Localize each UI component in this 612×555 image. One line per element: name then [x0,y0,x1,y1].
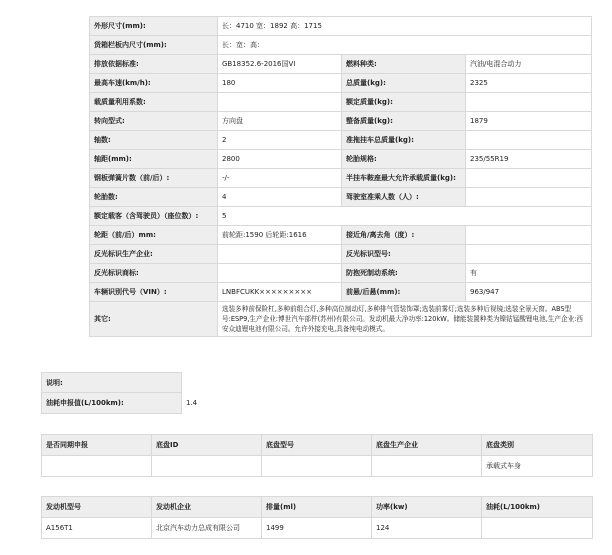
engine-cell [482,518,593,539]
engine-cell: 1499 [262,518,372,539]
chassis-value-row [42,456,593,477]
spec-label: 轮距（前/后）mm: [90,226,218,245]
spec-row [90,245,592,264]
spec-value: 长：宽：高： [218,36,592,55]
engine-header: 发动机型号 [42,497,152,518]
spec-label: 总质量(kg): [342,74,466,93]
note-table [41,372,182,394]
spec-value [466,226,592,245]
spec-value [466,188,592,207]
note-label: 说明: [42,373,182,394]
chassis-cell [152,456,262,477]
spec-label: 车辆识别代号（VIN）: [90,283,218,302]
spec-label: 转向型式: [90,112,218,131]
spec-label: 轴距(mm): [90,150,218,169]
spec-row [90,131,592,150]
engine-header: 功率(kw) [372,497,482,518]
spec-value: 963/947 [466,283,592,302]
spec-row [90,207,592,226]
spec-value: -/- [218,169,342,188]
spec-value: 2 [218,131,342,150]
spec-row [90,112,592,131]
spec-label: 轮胎数: [90,188,218,207]
engine-header: 排量(ml) [262,497,372,518]
spec-label: 排放依据标准: [90,55,218,74]
chassis-cell [262,456,372,477]
spec-label: 轮胎规格: [342,150,466,169]
engine-cell: 124 [372,518,482,539]
spec-value: 方向盘 [218,112,342,131]
spec-value [466,169,592,188]
spec-label: 最高车速(km/h): [90,74,218,93]
chassis-header: 是否同期申报 [42,435,152,456]
spec-value: LNBFCUKK××××××××× [218,283,342,302]
other-label: 其它: [90,302,218,337]
chassis-cell [372,456,482,477]
chassis-cell: 承载式车身 [482,456,593,477]
spec-value: 1879 [466,112,592,131]
chassis-header: 底盘生产企业 [372,435,482,456]
engine-cell: A156T1 [42,518,152,539]
spec-value [218,245,342,264]
spec-value: 长：4710 宽：1892 高：1715 [218,17,592,36]
spec-row [90,264,592,283]
spec-value: 汽油/电混合动力 [466,55,592,74]
engine-header: 油耗(L/100km) [482,497,593,518]
spec-label: 外形尺寸(mm): [90,17,218,36]
spec-value: 前轮距:1590 后轮距:1616 [218,226,342,245]
spec-row [90,36,592,55]
spec-value [218,93,342,112]
spec-value: 4 [218,188,342,207]
spec-value: 2325 [466,74,592,93]
spec-label: 轴数: [90,131,218,150]
chassis-header-row [42,435,593,456]
spec-label: 反光标识型号: [342,245,466,264]
chassis-table [41,434,593,477]
engine-cell: 北京汽车动力总成有限公司 [152,518,262,539]
spec-label: 额定载客（含驾驶员）（座位数）: [90,207,218,226]
spec-row [90,55,592,74]
spec-value: 有 [466,264,592,283]
engine-table [41,496,593,539]
spec-value [466,131,592,150]
spec-value: GB18352.6-2016国VI [218,55,342,74]
spec-label: 整备质量(kg): [342,112,466,131]
spec-value [466,93,592,112]
spec-label: 额定质量(kg): [342,93,466,112]
engine-header-row [42,497,593,518]
spec-row [90,188,592,207]
spec-value: 5 [218,207,592,226]
chassis-header: 底盘类别 [482,435,593,456]
other-row [90,302,592,337]
spec-row [90,226,592,245]
chassis-header: 底盘ID [152,435,262,456]
chassis-header: 底盘型号 [262,435,372,456]
engine-value-row [42,518,593,539]
spec-label: 驾驶室准乘人数（人）: [342,188,466,207]
spec-label: 准拖挂车总质量(kg): [342,131,466,150]
spec-row [90,283,592,302]
fuel-table [41,392,182,414]
spec-label: 载质量利用系数: [90,93,218,112]
spec-row [90,17,592,36]
spec-row [90,93,592,112]
spec-label: 反光标识商标: [90,264,218,283]
spec-label: 货箱栏板内尺寸(mm): [90,36,218,55]
engine-header: 发动机企业 [152,497,262,518]
spec-label: 燃料种类: [342,55,466,74]
spec-row [90,74,592,93]
spec-value [466,245,592,264]
chassis-cell [42,456,152,477]
spec-row [90,169,592,188]
vehicle-spec-table [89,16,592,337]
spec-row [90,150,592,169]
spec-label: 反光标识生产企业: [90,245,218,264]
other-value: 选装多种前保险杠,多种前组合灯,多种高位制动灯,多种排气管装饰罩;选装前雾灯;选装多种后视镜;选装全景天窗。ABS型号:ESP9,生产企业:博世汽车部件(苏州)有限公司。发动机最大净功率:120kW。储能装置种类为镍钴锰酸锂电池,生产企业:西安众迪锂电池有限公司。允许外接充电,具备纯电动模式。 [218,302,592,337]
spec-value: 180 [218,74,342,93]
spec-label: 接近角/离去角（度）: [342,226,466,245]
fuel-value: 1.4 [186,399,198,407]
spec-value [218,264,342,283]
spec-value: 2800 [218,150,342,169]
spec-label: 前悬/后悬(mm): [342,283,466,302]
spec-label: 半挂车鞍座最大允许承载质量(kg): [342,169,466,188]
fuel-label: 油耗申报值(L/100km): [42,393,182,414]
spec-label: 防抱死制动系统: [342,264,466,283]
spec-label: 钢板弹簧片数（前/后）: [90,169,218,188]
spec-value: 235/55R19 [466,150,592,169]
